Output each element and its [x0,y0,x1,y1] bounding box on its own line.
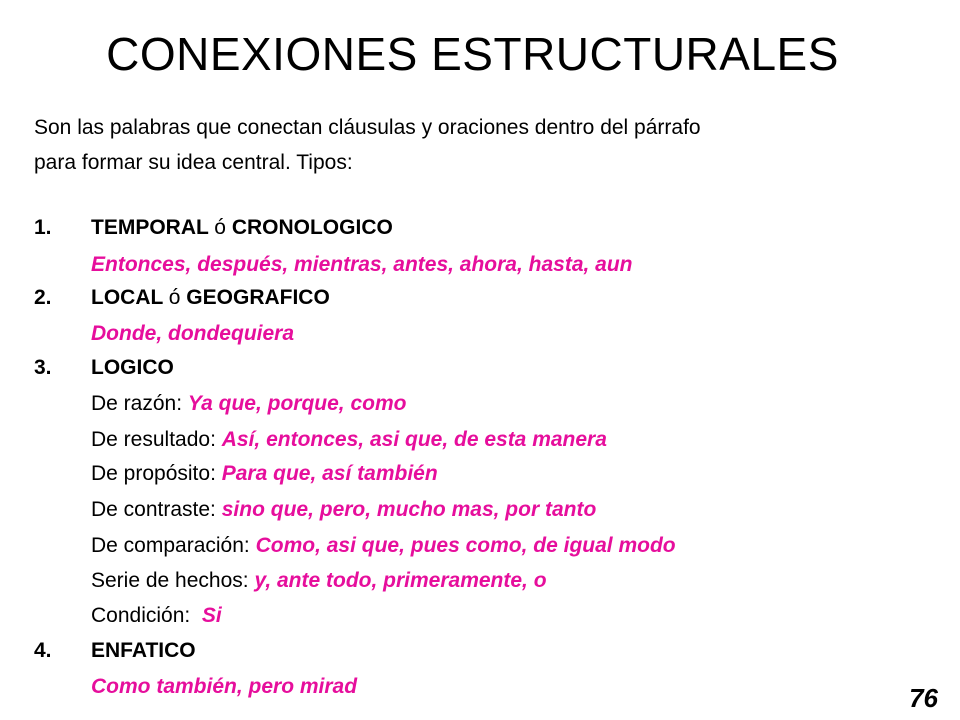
subtype-condicion: Condición: Si [91,604,222,627]
subtype-comparacion: De comparación: Como, asi que, pues como, de igual modo [91,534,676,557]
item-examples: Donde, dondequiera [91,322,295,345]
intro-line-1: Son las palabras que conectan cláusulas y oraciones dentro del párrafo [34,116,701,139]
subtype-razon: De razón: Ya que, porque, como [91,392,407,415]
item-heading: TEMPORAL ó CRONOLOGICO [91,216,393,239]
subtype-proposito: De propósito: Para que, así también [91,462,438,485]
item-heading: LOGICO [91,356,174,379]
subtype-resultado: De resultado: Así, entonces, asi que, de esta manera [91,428,607,451]
subtype-serie: Serie de hechos: y, ante todo, primeramente, o [91,569,547,592]
intro-line-2: para formar su idea central. Tipos: [34,151,353,174]
intro-paragraph [34,110,914,180]
item-heading: LOCAL ó GEOGRAFICO [91,286,330,309]
item-number: 2. [34,286,52,309]
page-number: 76 [909,683,938,713]
item-examples: Entonces, después, mientras, antes, ahora, hasta, aun [91,253,633,276]
item-number: 1. [34,216,52,239]
subtype-contraste: De contraste: sino que, pero, mucho mas, por tanto [91,498,597,521]
item-number: 4. [34,639,52,662]
item-heading: ENFATICO [91,639,196,662]
item-number: 3. [34,356,52,379]
item-examples: Como también, pero mirad [91,675,358,698]
slide-title: CONEXIONES ESTRUCTURALES [106,28,839,80]
